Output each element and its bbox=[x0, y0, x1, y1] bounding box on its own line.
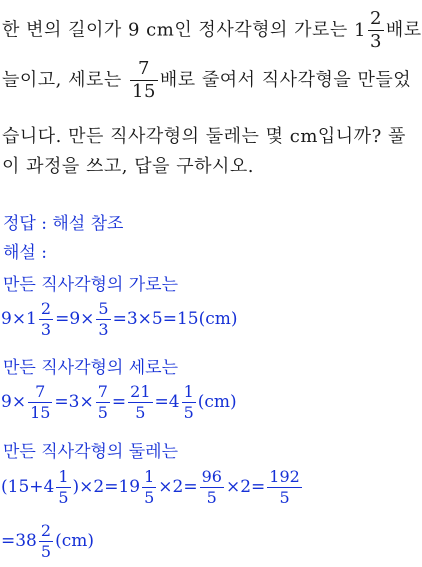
question-line-3: 습니다. 만든 직사각형의 둘레는 몇 cm입니까? 풀 bbox=[2, 126, 406, 147]
fraction: $\frac{1}{5}$ bbox=[144, 467, 155, 507]
question-line-2 bbox=[2, 58, 412, 102]
answer-label: 정답 : 해설 참조 bbox=[3, 214, 124, 234]
equation-height: 9× $\frac{7}{15}$ =3× $\frac{7}{5}$ = $\frac{21}{5}$ =4 $\frac{1}{5}$ (cm) bbox=[1, 382, 237, 422]
equation-result: =38 $\frac{2}{5}$ (cm) bbox=[1, 521, 94, 561]
fraction: $\frac{2}{3}$ bbox=[369, 8, 382, 52]
explanation-label: 해설 : bbox=[3, 243, 47, 263]
perimeter-label: 만든 직사각형의 둘레는 bbox=[3, 442, 179, 462]
question-text: 배로 줄여서 직사각형을 만들었 bbox=[159, 69, 412, 91]
question-line-4: 이 과정을 쓰고, 답을 구하시오. bbox=[2, 156, 254, 177]
fraction: $\frac{5}{3}$ bbox=[98, 299, 109, 339]
question-text: 한 변의 길이가 9 cm인 정사각형의 가로는 bbox=[2, 19, 354, 41]
equation-perimeter: (15+4 $\frac{1}{5}$ )×2=19 $\frac{1}{5}$ ×2= $\frac{96}{5}$ ×2= $\frac{192}{5}$ bbox=[1, 467, 300, 507]
width-label: 만든 직사각형의 가로는 bbox=[3, 275, 179, 295]
fraction: $\frac{1}{5}$ bbox=[183, 382, 194, 422]
question-line-1 bbox=[2, 8, 422, 52]
fraction: $\frac{7}{5}$ bbox=[97, 382, 108, 422]
fraction: $\frac{1}{5}$ bbox=[58, 467, 69, 507]
fraction: $\frac{2}{3}$ bbox=[40, 299, 52, 339]
fraction: $\frac{7}{15}$ bbox=[30, 382, 51, 422]
fraction: $\frac{7}{15}$ bbox=[132, 58, 156, 102]
fraction: $\frac{96}{5}$ bbox=[201, 467, 222, 507]
question-text: 배로 bbox=[385, 19, 422, 41]
question-text: 늘이고, 세로는 bbox=[2, 69, 128, 91]
height-label: 만든 직사각형의 세로는 bbox=[3, 358, 179, 378]
fraction: $\frac{192}{5}$ bbox=[269, 467, 300, 507]
equation-width: 9×1 $\frac{2}{3}$ =9× $\frac{5}{3}$ =3×5=15(cm) bbox=[1, 299, 238, 339]
fraction: $\frac{2}{5}$ bbox=[40, 521, 52, 561]
mixed-number-int: 1 bbox=[353, 20, 366, 41]
fraction: $\frac{21}{5}$ bbox=[130, 382, 151, 422]
